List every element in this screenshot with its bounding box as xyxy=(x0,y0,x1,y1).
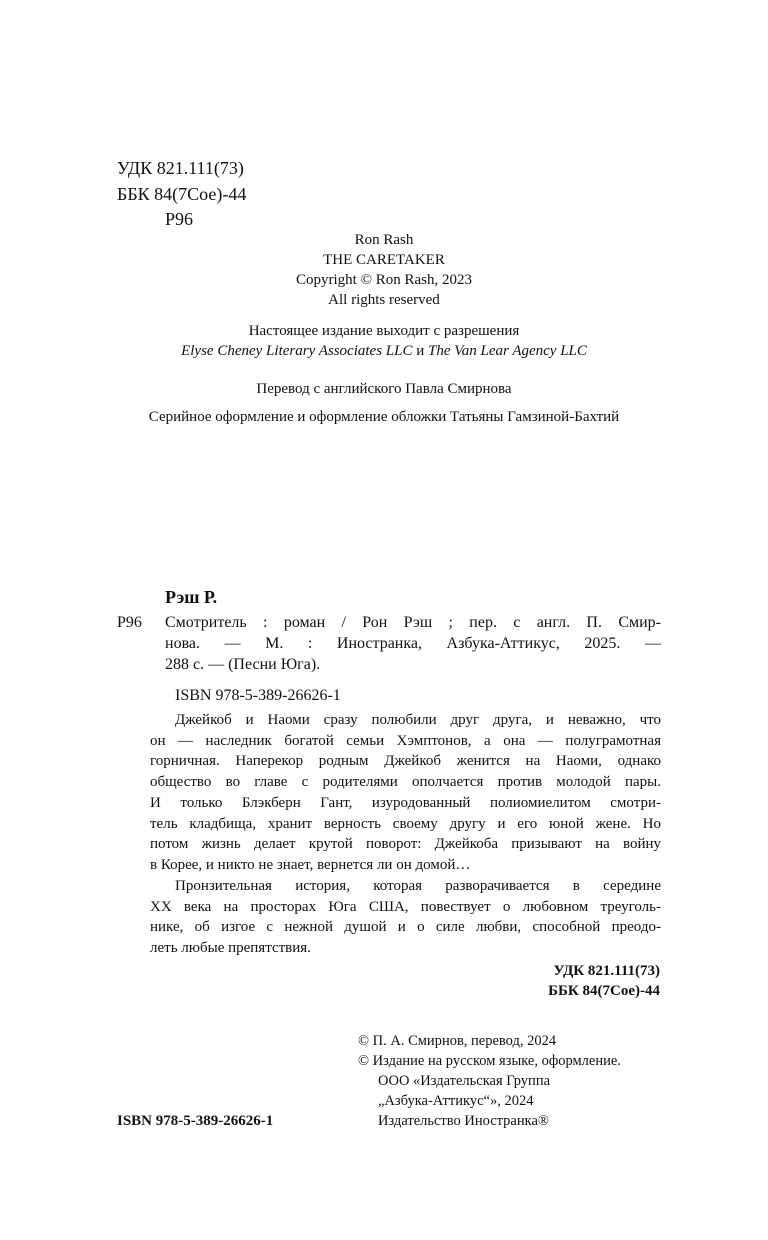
footer-udk: УДК 821.111(73) xyxy=(553,963,660,979)
record-desc-line: Смотритель : роман / Рон Рэш ; пер. с англ. П. Смир- xyxy=(165,614,661,631)
translation-credit: Перевод с английского Павла Смирнова xyxy=(256,381,512,397)
original-copyright: Copyright © Ron Rash, 2023 xyxy=(296,272,472,288)
copyright-publisher-1: ООО «Издательская Группа xyxy=(378,1073,551,1089)
annotation-line: он — наследник богатой семьи Хэмптонов, а она — полуграмотная xyxy=(150,732,661,749)
design-credit: Серийное оформление и оформление обложки Татьяны Гамзиной-Бахтий xyxy=(148,409,620,425)
agencies-line xyxy=(0,341,768,361)
author-sign: Р96 xyxy=(165,209,194,229)
annotation-line: И только Блэкберн Гант, изуродованный полиомиелитом смотри- xyxy=(150,794,661,811)
bottom-isbn: ISBN 978-5-389-26626-1 xyxy=(117,1113,274,1129)
copyright-translation: © П. А. Смирнов, перевод, 2024 xyxy=(358,1033,557,1049)
original-title: THE CARETAKER xyxy=(323,252,445,268)
udk-code: УДК 821.111(73) xyxy=(117,158,244,178)
annotation-line: тель кладбища, хранит верность своему другу и его юной жене. Но xyxy=(150,815,661,832)
annotation-line: горничная. Наперекор родным Джейкоб женится на Наоми, однако xyxy=(150,753,661,770)
record-sign: Р96 xyxy=(117,614,142,631)
agency-1: Elyse Cheney Literary Associates LLC xyxy=(181,343,413,359)
record-description xyxy=(165,612,661,675)
bbk-code: ББК 84(7Сое)-44 xyxy=(117,184,247,204)
permission-line: Настоящее издание выходит с разрешения xyxy=(248,323,520,339)
annotation-paragraph-2 xyxy=(150,876,661,959)
record-desc-line: 288 с. — (Песни Юга). xyxy=(165,656,321,673)
record-author-heading: Рэш Р. xyxy=(165,587,218,607)
record-isbn: ISBN 978-5-389-26626-1 xyxy=(175,687,341,704)
annotation-line: леть любые препятствия. xyxy=(150,940,311,957)
annotation-line: общество во главе с родителями ополчается против молодой пары. xyxy=(150,774,661,791)
agency-2: The Van Lear Agency LLC xyxy=(428,343,587,359)
record-desc-line: нова. — М. : Иностранка, Азбука-Аттикус, 2025. — xyxy=(165,635,661,652)
copyright-publisher-3: Издательство Иностранка® xyxy=(378,1113,549,1129)
copyright-publisher-2: „Азбука-Аттикус“», 2024 xyxy=(378,1093,534,1109)
footer-bbk: ББК 84(7Сое)-44 xyxy=(548,983,660,999)
rights-reserved: All rights reserved xyxy=(328,292,440,308)
annotation-line: Джейкоб и Наоми сразу полюбили друг друга, и неважно, что xyxy=(175,712,661,728)
annotation-line: Пронзительная история, которая разворачивается в середине xyxy=(175,878,661,894)
annotation-paragraph-1 xyxy=(150,710,661,876)
agency-conjunction: и xyxy=(416,343,425,359)
annotation-line: XX века на просторах Юга США, повествует о любовном треуголь- xyxy=(150,898,661,915)
annotation-line: потом жизнь делает крутой поворот: Джейкоба призывают на войну xyxy=(150,836,661,853)
original-author: Ron Rash xyxy=(354,232,414,248)
annotation-line: нике, об изгое с нежной душой и о силе любви, способной преодо- xyxy=(150,919,661,936)
annotation-line: в Корее, и никто не знает, вернется ли он домой… xyxy=(150,856,471,873)
copyright-edition: © Издание на русском языке, оформление. xyxy=(358,1053,621,1069)
